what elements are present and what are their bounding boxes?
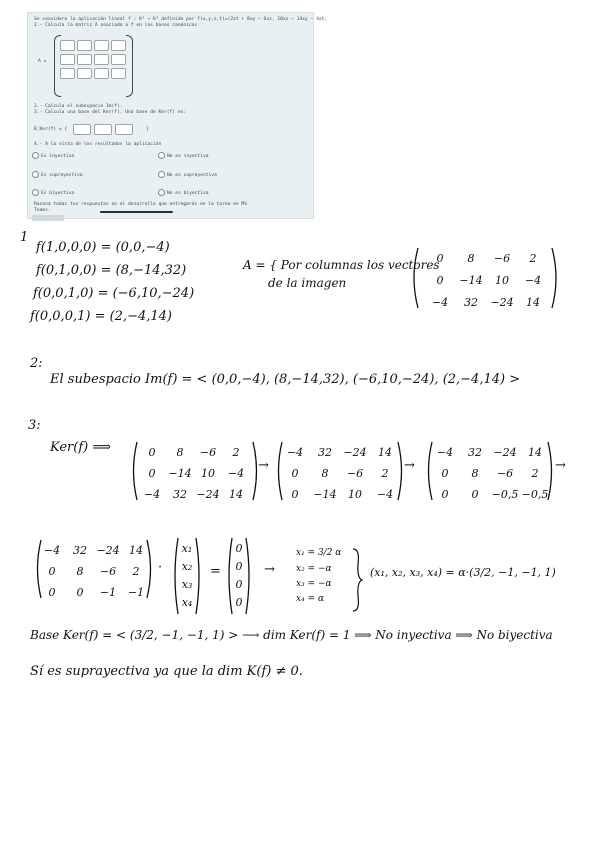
dot-operator: · bbox=[158, 560, 163, 575]
matrix-entry: 32 bbox=[173, 488, 187, 501]
matrix-cell[interactable] bbox=[77, 40, 92, 51]
unknowns-vector bbox=[172, 536, 202, 616]
matrix-entry: 2 bbox=[232, 446, 240, 459]
question-3: 3.- Calcula una base del Ker(f). Una base de Ker(f) es: bbox=[34, 110, 187, 115]
image-f4: f(0,0,0,1) = (2,−4,14) bbox=[30, 309, 172, 324]
matrix-entry: −0,5 bbox=[491, 488, 519, 501]
matrix-entry: −24 bbox=[196, 488, 220, 501]
radio-icon[interactable] bbox=[32, 189, 39, 196]
matrix-step-3 bbox=[425, 440, 555, 502]
matrix-cell[interactable] bbox=[94, 54, 109, 65]
matrix-entry: 2 bbox=[381, 467, 389, 480]
matrix-entry: 0 bbox=[471, 488, 479, 501]
question-1: 1.- Calcula la matriz A asociada a f en las bases canónicas bbox=[34, 23, 198, 28]
radio-icon[interactable] bbox=[32, 152, 39, 159]
matrix-cell[interactable] bbox=[94, 40, 109, 51]
matrix-entry: −24 bbox=[96, 544, 120, 557]
matrix-entry: 0 bbox=[441, 467, 449, 480]
note-line-1: Razona todas tus respuestas en el desarrollo que entregarás en la tarea en MS bbox=[34, 202, 247, 207]
matrix-a-definition-1: A = { Por columnas los vectores bbox=[243, 258, 440, 272]
matrix-entry: 0 bbox=[235, 560, 243, 573]
zero-vector bbox=[226, 536, 252, 616]
matrix-entry: −4 bbox=[436, 446, 454, 459]
matrix-entry: −4 bbox=[431, 296, 449, 309]
image-f2: f(0,1,0,0) = (8,−14,32) bbox=[36, 263, 187, 278]
matrix-entry: 32 bbox=[464, 296, 478, 309]
matrix-entry: −24 bbox=[343, 446, 367, 459]
option-no-suprayectiva[interactable]: No es suprayectiva bbox=[158, 171, 217, 178]
matrix-step-2 bbox=[275, 440, 405, 502]
matrix-entry: 2 bbox=[132, 565, 140, 578]
matrix-entry: 14 bbox=[526, 296, 540, 309]
matrix-entry: 0 bbox=[235, 578, 243, 591]
note-line-2: Teams. bbox=[34, 208, 51, 213]
option-no-inyectiva[interactable]: No es inyectiva bbox=[158, 152, 209, 159]
matrix-entry: −6 bbox=[199, 446, 217, 459]
matrix-entry: 2 bbox=[529, 252, 537, 265]
matrix-entry: −4 bbox=[43, 544, 61, 557]
matrix-entry: −1 bbox=[99, 586, 117, 599]
matrix-entry: 8 bbox=[471, 467, 479, 480]
matrix-a-definition-2: de la imagen bbox=[268, 276, 347, 290]
matrix-entry: 32 bbox=[318, 446, 332, 459]
matrix-entry: x₃ bbox=[181, 578, 193, 591]
matrix-entry: 32 bbox=[73, 544, 87, 557]
arrow-icon: → bbox=[555, 458, 566, 473]
matrix-entry: 10 bbox=[495, 274, 509, 287]
radio-icon[interactable] bbox=[158, 152, 165, 159]
matrix-entry: −14 bbox=[168, 467, 192, 480]
matrix-entry: 2 bbox=[531, 467, 539, 480]
matrix-entry: 0 bbox=[291, 488, 299, 501]
matrix-entry: 0 bbox=[436, 252, 444, 265]
matrix-entry: 0 bbox=[148, 467, 156, 480]
statement-line-1: Se considera la aplicación lineal f : ℝ⁴ → ℝ³ definida por f(x,y,z,t)=(2xt + 8xy − 6xz, 10xz − 14xy − 4xt, bbox=[34, 17, 328, 22]
matrix-cell[interactable] bbox=[111, 54, 126, 65]
matrix-entry: −6 bbox=[496, 467, 514, 480]
solution-x2: x₂ = −α bbox=[296, 564, 332, 574]
kernel-label: Ker(f) ⟹ bbox=[50, 440, 111, 455]
matrix-entry: −14 bbox=[459, 274, 483, 287]
matrix-entry: 0 bbox=[235, 596, 243, 609]
matrix-cell[interactable] bbox=[60, 54, 75, 65]
matrix-entry: 8 bbox=[76, 565, 84, 578]
matrix-entry: x₂ bbox=[181, 560, 193, 573]
image-subspace: El subespacio Im(f) = < (0,0,−4), (8,−14,32), (−6,10,−24), (2,−4,14) > bbox=[50, 372, 521, 387]
basis-label: B_Ker(f) = { bbox=[34, 127, 68, 132]
scrollbar[interactable] bbox=[100, 211, 173, 213]
section-1-number: 1 bbox=[20, 230, 29, 245]
matrix-entry: 0 bbox=[148, 446, 156, 459]
matrix-entry: −4 bbox=[524, 274, 542, 287]
matrix-step-4 bbox=[34, 538, 154, 600]
exercise-screenshot bbox=[27, 12, 328, 219]
matrix-entry: −1 bbox=[127, 586, 145, 599]
basis-input-1[interactable] bbox=[73, 124, 91, 135]
surjective-conclusion: Sí es suprayectiva ya que la dim K(f) ≠ 0. bbox=[30, 664, 303, 679]
matrix-cell[interactable] bbox=[94, 68, 109, 79]
matrix-entry: −24 bbox=[493, 446, 517, 459]
matrix-step-1 bbox=[130, 440, 260, 502]
image-f3: f(0,0,1,0) = (−6,10,−24) bbox=[33, 286, 195, 301]
image-f1: f(1,0,0,0) = (0,0,−4) bbox=[36, 240, 170, 255]
matrix-entry: 0 bbox=[48, 586, 56, 599]
matrix-cell[interactable] bbox=[60, 40, 75, 51]
solution-x3: x₃ = −α bbox=[296, 579, 332, 589]
arrow-icon: → bbox=[404, 458, 415, 473]
matrix-entry: −6 bbox=[493, 252, 511, 265]
matrix-entry: 8 bbox=[467, 252, 475, 265]
matrix-entry: 14 bbox=[229, 488, 243, 501]
basis-input-3[interactable] bbox=[115, 124, 133, 135]
matrix-entry: −6 bbox=[346, 467, 364, 480]
matrix-entry: 0 bbox=[436, 274, 444, 287]
matrix-entry: −4 bbox=[286, 446, 304, 459]
matrix-entry: −14 bbox=[313, 488, 337, 501]
matrix-entry: −0,5 bbox=[521, 488, 549, 501]
matrix-entry: x₄ bbox=[181, 596, 193, 609]
arrow-icon: → bbox=[264, 562, 275, 577]
option-inyectiva[interactable]: Es inyectiva bbox=[32, 152, 74, 159]
radio-icon[interactable] bbox=[158, 189, 165, 196]
matrix-label: A = bbox=[38, 59, 47, 64]
question-2: 2.- Calcula el subespacio Im(f). bbox=[34, 104, 123, 109]
solution-x4: x₄ = α bbox=[296, 594, 325, 604]
matrix-entry: 14 bbox=[129, 544, 143, 557]
matrix-entry: −24 bbox=[490, 296, 514, 309]
section-3-number: 3: bbox=[28, 418, 41, 433]
matrix-entry: 0 bbox=[291, 467, 299, 480]
matrix-entry: x₁ bbox=[181, 542, 193, 555]
radio-icon[interactable] bbox=[158, 171, 165, 178]
option-suprayectiva[interactable]: Es suprayectiva bbox=[32, 171, 83, 178]
matrix-entry: −4 bbox=[376, 488, 394, 501]
submit-button[interactable] bbox=[32, 215, 64, 221]
equals-sign: = bbox=[210, 564, 221, 579]
matrix-cell[interactable] bbox=[111, 68, 126, 79]
solution-vector: (x₁, x₂, x₃, x₄) = α·(3/2, −1, −1, 1) bbox=[370, 566, 556, 579]
matrix-entry: 0 bbox=[76, 586, 84, 599]
arrow-icon: → bbox=[258, 458, 269, 473]
matrix-entry: 14 bbox=[528, 446, 542, 459]
solution-x1: x₁ = 3/2 α bbox=[296, 548, 342, 558]
matrix-entry: 0 bbox=[48, 565, 56, 578]
matrix-cell[interactable] bbox=[77, 68, 92, 79]
solution-brace bbox=[352, 548, 362, 612]
basis-close-brace: } bbox=[146, 127, 149, 132]
matrix-entry: 8 bbox=[176, 446, 184, 459]
option-biyectiva[interactable]: Es biyectiva bbox=[32, 189, 74, 196]
matrix-entry: −4 bbox=[143, 488, 161, 501]
kernel-basis-conclusion: Base Ker(f) = < (3/2, −1, −1, 1) > ⟶ dim Ker(f) = 1 ⟹ No inyectiva ⟹ No biyectiva bbox=[30, 628, 553, 642]
matrix-entry: 10 bbox=[201, 467, 215, 480]
basis-input-2[interactable] bbox=[94, 124, 112, 135]
matrix-entry: −4 bbox=[227, 467, 245, 480]
matrix-entry: −6 bbox=[99, 565, 117, 578]
matrix-entry: 14 bbox=[378, 446, 392, 459]
matrix-entry: 0 bbox=[441, 488, 449, 501]
matrix-cell[interactable] bbox=[77, 54, 92, 65]
matrix-entry: 8 bbox=[321, 467, 329, 480]
matrix-entry: 10 bbox=[348, 488, 362, 501]
matrix-entry: 0 bbox=[235, 542, 243, 555]
matrix-cell[interactable] bbox=[60, 68, 75, 79]
matrix-entry: 32 bbox=[468, 446, 482, 459]
matrix-a bbox=[410, 246, 560, 310]
radio-icon[interactable] bbox=[32, 171, 39, 178]
matrix-right-bracket bbox=[126, 35, 133, 97]
option-no-biyectiva[interactable]: No es biyectiva bbox=[158, 189, 209, 196]
matrix-cell[interactable] bbox=[111, 40, 126, 51]
section-2-number: 2: bbox=[30, 356, 43, 371]
question-4: 4.- A la vista de los resultados la aplicación bbox=[34, 142, 162, 147]
